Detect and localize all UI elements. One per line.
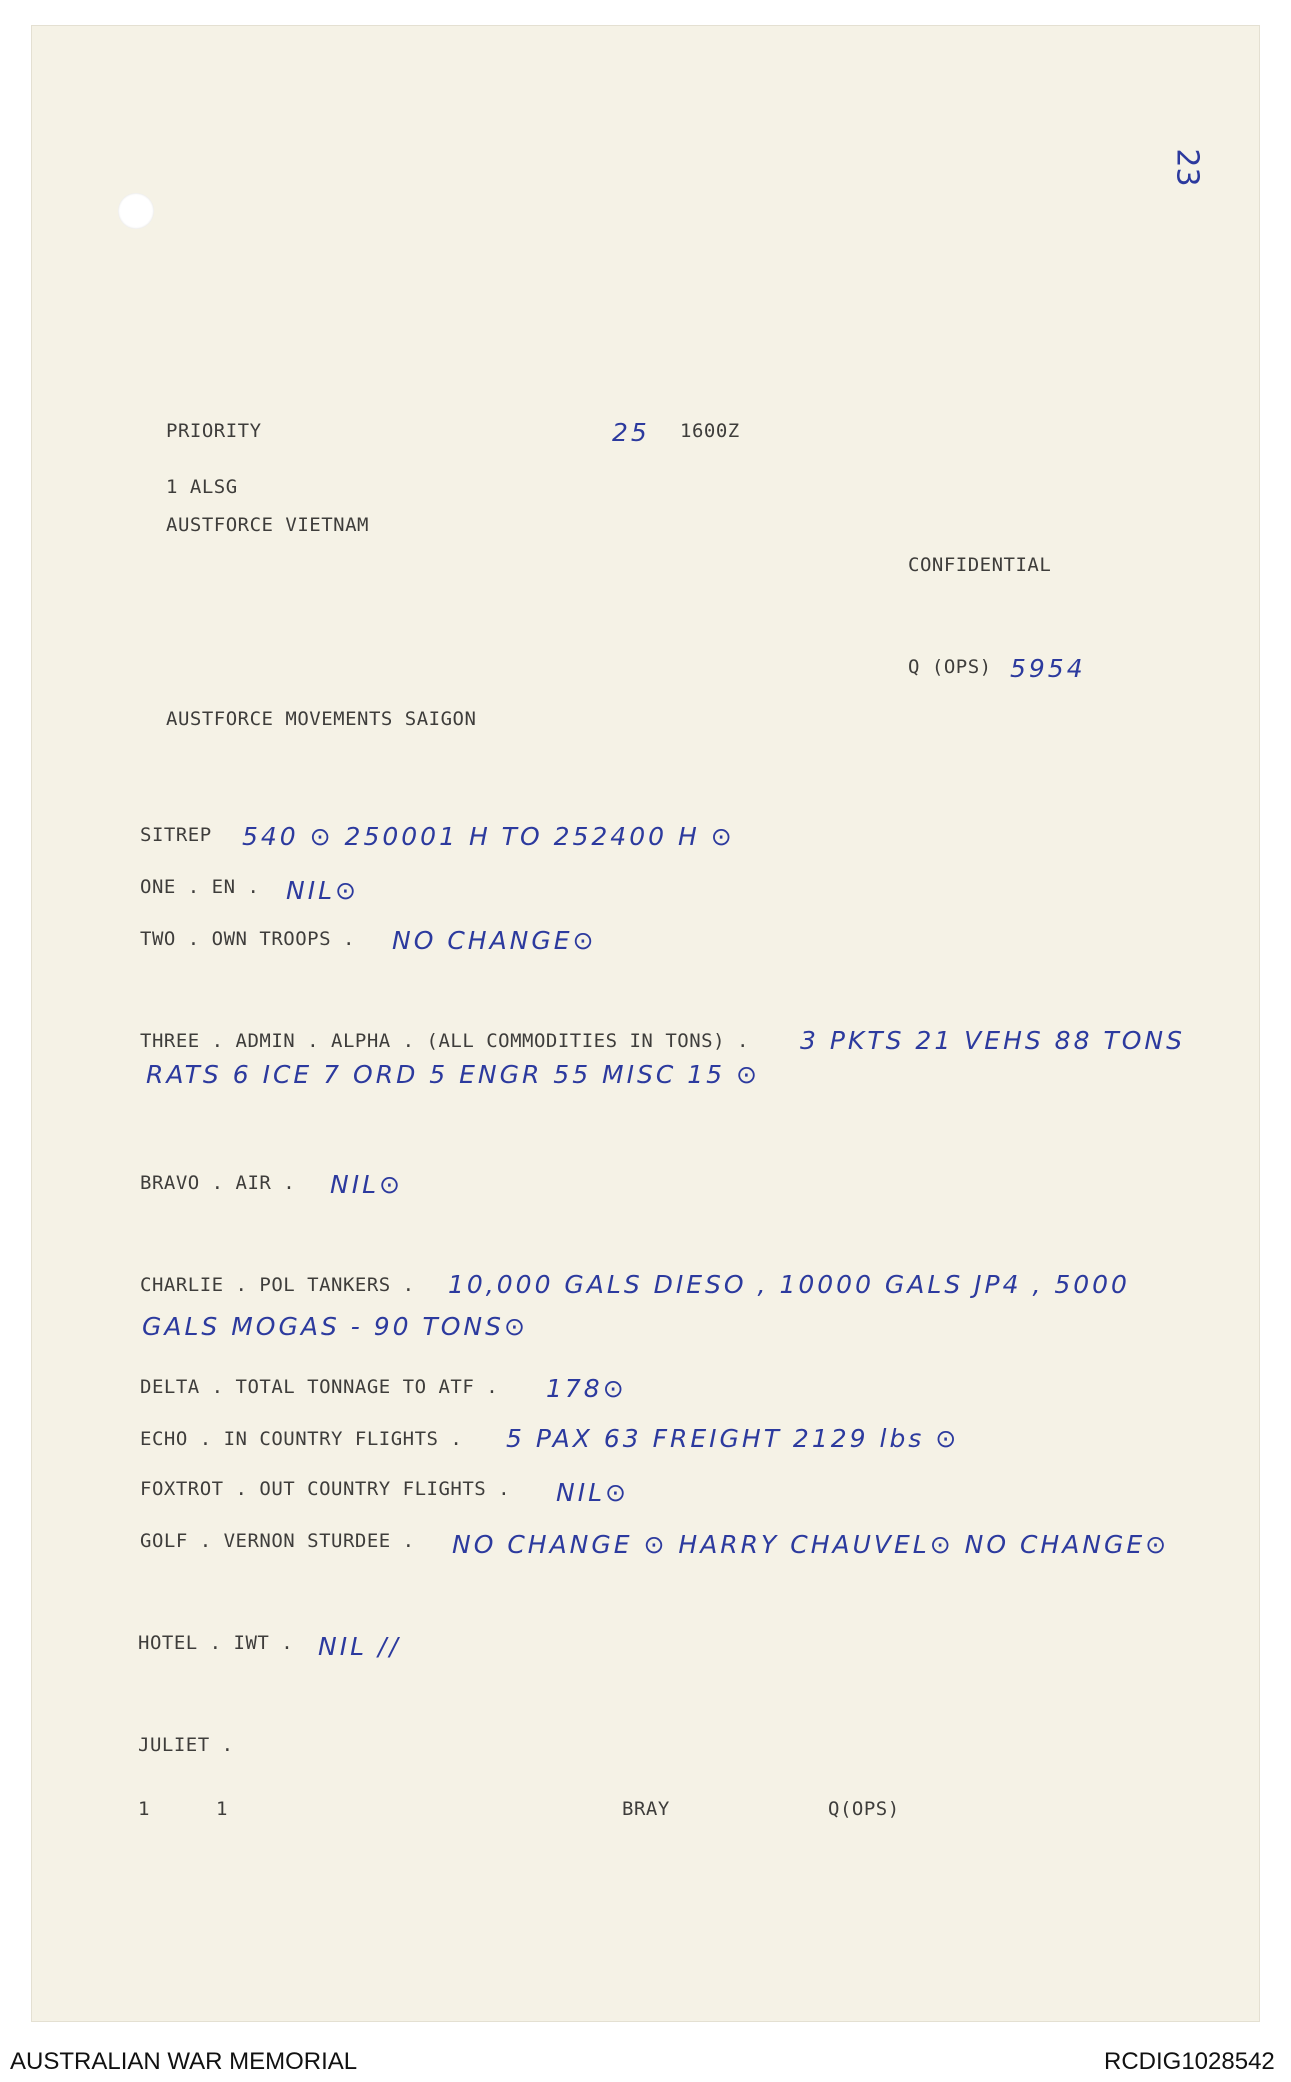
foxtrot-value: NIL⊙ — [556, 1478, 629, 1507]
signatory-office: Q(OPS) — [828, 1798, 900, 1820]
delta-value: 178⊙ — [546, 1374, 627, 1403]
echo-value: 5 PAX 63 FREIGHT 2129 lbs ⊙ — [506, 1424, 960, 1453]
golf-label: GOLF . VERNON STURDEE . — [140, 1530, 415, 1552]
golf-value: NO CHANGE ⊙ HARRY CHAUVEL⊙ NO CHANGE⊙ — [452, 1530, 1170, 1559]
footer-institution: AUSTRALIAN WAR MEMORIAL — [10, 2048, 358, 2075]
charlie-value-line1: 10,000 GALS DIESO , 10000 GALS JP4 , 5000 — [448, 1270, 1130, 1299]
delta-label: DELTA . TOTAL TONNAGE TO ATF . — [140, 1376, 499, 1398]
three-value-line1: 3 PKTS 21 VEHS 88 TONS — [800, 1026, 1185, 1055]
punch-hole — [118, 193, 154, 229]
charlie-value-line2: GALS MOGAS - 90 TONS⊙ — [142, 1312, 528, 1341]
from-command: AUSTFORCE VIETNAM — [166, 514, 369, 536]
footer-record-id: RCDIG1028542 — [1104, 2048, 1275, 2075]
dtg-day: 25 — [612, 418, 650, 447]
document-page — [32, 26, 1259, 2021]
bravo-value: NIL⊙ — [330, 1170, 403, 1199]
reference-number: 5954 — [1010, 654, 1086, 683]
three-label: THREE . ADMIN . ALPHA . (ALL COMMODITIES IN TONS) . — [140, 1030, 749, 1052]
reference-prefix: Q (OPS) — [908, 656, 992, 678]
foxtrot-label: FOXTROT . OUT COUNTRY FLIGHTS . — [140, 1478, 511, 1500]
page-number-a: 1 — [138, 1798, 150, 1820]
echo-label: ECHO . IN COUNTRY FLIGHTS . — [140, 1428, 463, 1450]
hotel-value: NIL // — [318, 1632, 401, 1661]
handwritten-page-number: 23 — [1169, 148, 1205, 187]
bravo-label: BRAVO . AIR . — [140, 1172, 296, 1194]
juliet-label: JULIET . — [138, 1734, 234, 1756]
signatory-name: BRAY — [622, 1798, 670, 1820]
page-number-b: 1 — [216, 1798, 228, 1820]
charlie-label: CHARLIE . POL TANKERS . — [140, 1274, 415, 1296]
two-value: NO CHANGE⊙ — [392, 926, 597, 955]
classification: CONFIDENTIAL — [908, 554, 1052, 576]
sitrep-label: SITREP — [140, 824, 212, 846]
two-label: TWO . OWN TROOPS . — [140, 928, 355, 950]
three-value-line2: RATS 6 ICE 7 ORD 5 ENGR 55 MISC 15 ⊙ — [146, 1060, 760, 1089]
addressee: AUSTFORCE MOVEMENTS SAIGON — [166, 708, 477, 730]
hotel-label: HOTEL . IWT . — [138, 1632, 294, 1654]
one-value: NIL⊙ — [286, 876, 359, 905]
sitrep-value: 540 ⊙ 250001 H TO 252400 H ⊙ — [242, 822, 735, 851]
one-label: ONE . EN . — [140, 876, 260, 898]
dtg-time: 1600Z — [680, 420, 740, 442]
from-unit: 1 ALSG — [166, 476, 238, 498]
precedence: PRIORITY — [166, 420, 262, 442]
